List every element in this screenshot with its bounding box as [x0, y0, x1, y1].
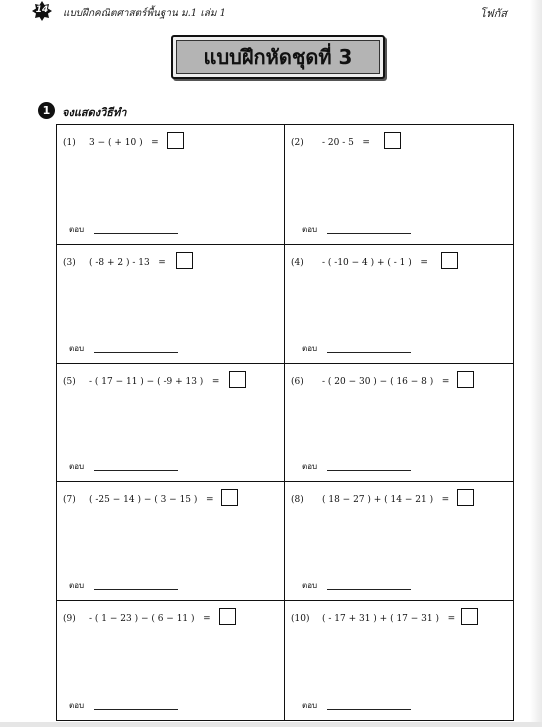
answer-underline	[327, 352, 411, 353]
problem-expression: ( -8 + 2 ) - 13 =	[89, 258, 166, 268]
answer-box[interactable]	[384, 132, 401, 149]
problem-number: (6)	[291, 377, 304, 387]
answer-underline	[94, 470, 178, 471]
problem-expression: ( - 17 + 31 ) + ( 17 − 31 ) =	[322, 614, 456, 624]
worksheet-title: แบบฝึกหัดชุดที่ 3	[203, 45, 353, 69]
problem-cell-9	[57, 601, 285, 720]
answer-label: ตอบ	[69, 462, 85, 471]
problem-number: (7)	[63, 495, 76, 505]
answer-box[interactable]	[167, 132, 184, 149]
problem-grid	[56, 124, 514, 721]
problem-expression: - 20 - 5 =	[322, 138, 370, 148]
answer-box[interactable]	[219, 608, 236, 625]
problem-number: (4)	[291, 258, 304, 268]
problem-expression: - ( 20 − 30 ) − ( 16 − 8 ) =	[322, 377, 450, 387]
answer-underline	[94, 233, 178, 234]
page-header	[0, 0, 542, 26]
page-edge-shadow	[530, 0, 542, 727]
answer-underline	[94, 589, 178, 590]
problem-cell-3	[57, 245, 285, 364]
instruction-number-icon: 1	[38, 102, 55, 119]
answer-label: ตอบ	[69, 344, 85, 353]
page-bottom-shadow	[0, 722, 542, 727]
problem-expression: - ( 17 − 11 ) − ( -9 + 13 ) =	[89, 377, 220, 387]
problem-expression: ( 18 − 27 ) + ( 14 − 21 ) =	[322, 495, 450, 505]
answer-label: ตอบ	[302, 462, 318, 471]
book-title: แบบฝึกคณิตศาสตร์พื้นฐาน ม.1 เล่ม 1	[63, 8, 227, 19]
problem-cell-5	[57, 364, 285, 482]
problem-expression: 3 − ( + 10 ) =	[89, 138, 159, 148]
problem-number: (3)	[63, 258, 76, 268]
answer-underline	[327, 709, 411, 710]
problem-number: (2)	[291, 138, 304, 148]
answer-label: ตอบ	[302, 581, 318, 590]
answer-box[interactable]	[441, 252, 458, 269]
publisher-name: โฟกัส	[479, 7, 507, 20]
problem-expression: ( -25 − 14 ) − ( 3 − 15 ) =	[89, 495, 214, 505]
worksheet-title-inner	[176, 40, 380, 74]
answer-box[interactable]	[176, 252, 193, 269]
answer-label: ตอบ	[302, 225, 318, 234]
problem-cell-2	[285, 125, 513, 245]
problem-cell-7	[57, 482, 285, 601]
answer-box[interactable]	[461, 608, 478, 625]
problem-number: (8)	[291, 495, 304, 505]
problem-cell-8	[285, 482, 513, 601]
answer-underline	[327, 233, 411, 234]
problem-number: (10)	[291, 614, 310, 624]
answer-box[interactable]	[221, 489, 238, 506]
page-number: 14	[35, 5, 49, 15]
answer-box[interactable]	[457, 371, 474, 388]
problem-expression: - ( -10 − 4 ) + ( - 1 ) =	[322, 258, 428, 268]
answer-underline	[327, 589, 411, 590]
answer-box[interactable]	[457, 489, 474, 506]
answer-box[interactable]	[229, 371, 246, 388]
problem-number: (1)	[63, 138, 76, 148]
page-number-badge	[32, 1, 52, 21]
problem-cell-4	[285, 245, 513, 364]
problem-cell-1	[57, 125, 285, 245]
worksheet-title-box	[171, 35, 385, 79]
answer-label: ตอบ	[302, 344, 318, 353]
problem-cell-6	[285, 364, 513, 482]
problem-number: (9)	[63, 614, 76, 624]
answer-underline	[94, 352, 178, 353]
answer-underline	[327, 470, 411, 471]
problem-cell-10	[285, 601, 513, 720]
problem-number: (5)	[63, 377, 76, 387]
answer-underline	[94, 709, 178, 710]
instruction-text: จงแสดงวิธีทำ	[62, 106, 127, 119]
answer-label: ตอบ	[69, 225, 85, 234]
problem-expression: - ( 1 − 23 ) − ( 6 − 11 ) =	[89, 614, 211, 624]
answer-label: ตอบ	[69, 581, 85, 590]
answer-label: ตอบ	[302, 701, 318, 710]
answer-label: ตอบ	[69, 701, 85, 710]
